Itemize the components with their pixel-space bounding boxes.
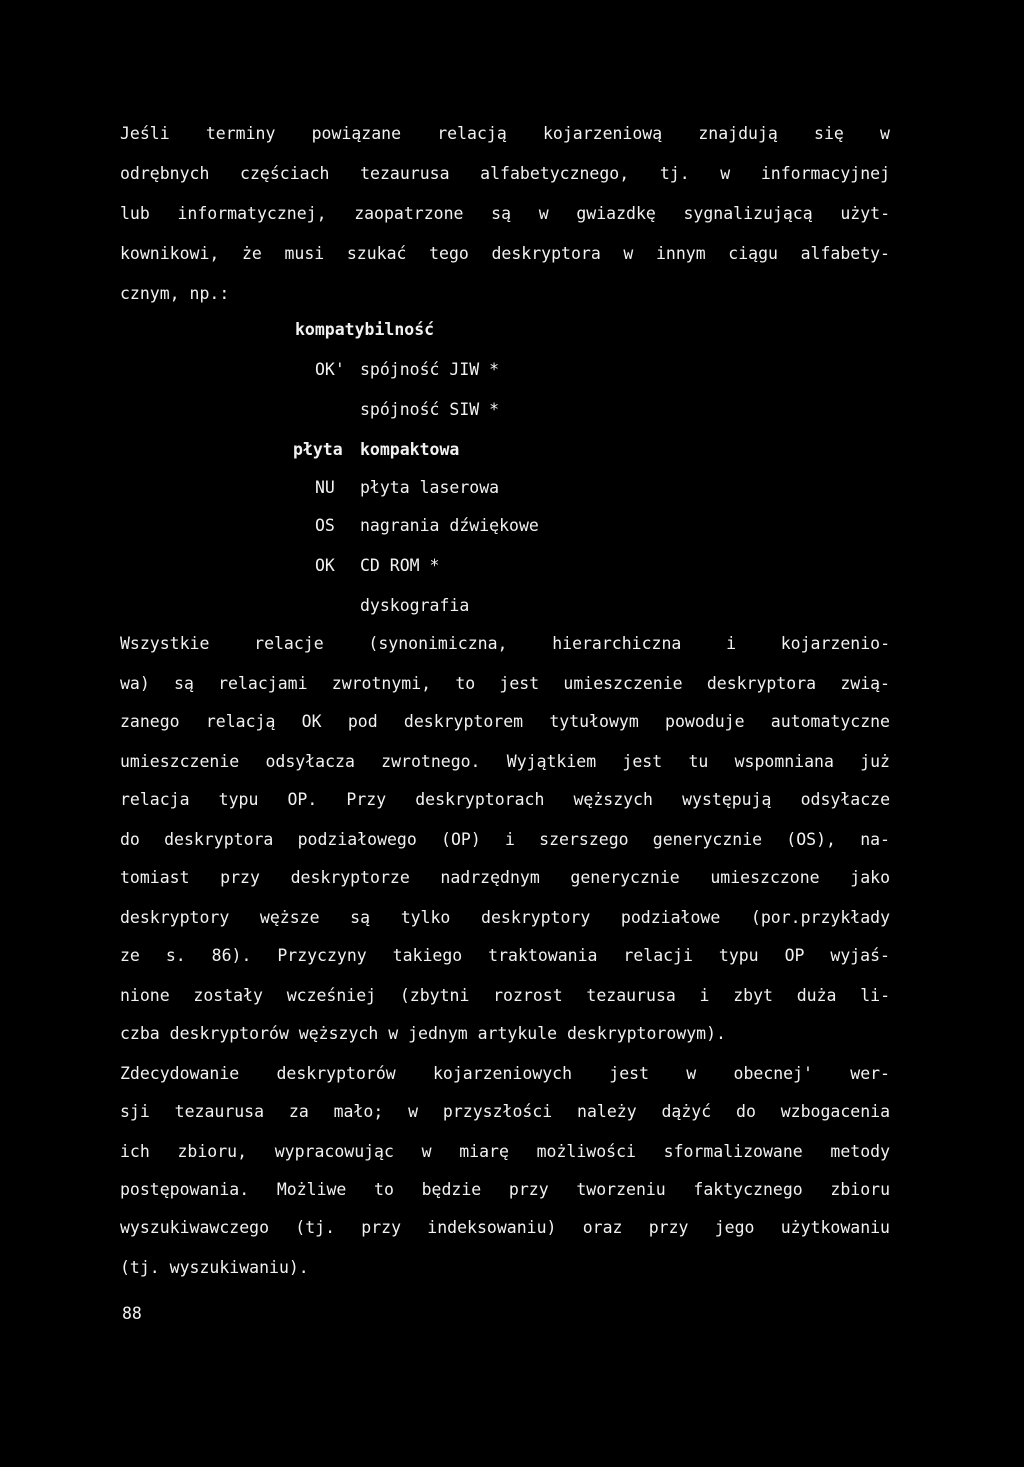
text-line: nione zostały wcześniej (zbytni rozrost tezaurusa i zbyt duża li- <box>120 986 890 1005</box>
text-line: Wszystkie relacje (synonimiczna, hierarchiczna i kojarzenio- <box>120 634 890 653</box>
example-heading: kompaktowa <box>360 440 460 459</box>
text-line: wyszukiwawczego (tj. przy indeksowaniu) oraz przy jego użytkowaniu <box>120 1218 890 1237</box>
text-line: postępowania. Możliwe to będzie przy tworzeniu faktycznego zbioru <box>120 1180 890 1199</box>
relation-marker: NU <box>315 478 335 497</box>
text-line: tomiast przy deskryptorze nadrzędnym generycznie umieszczone jako <box>120 868 890 887</box>
related-term: spójność SIW * <box>360 400 500 419</box>
related-term: płyta laserowa <box>360 478 500 497</box>
text-line: ze s. 86). Przyczyny takiego traktowania relacji typu OP wyjaś- <box>120 946 890 965</box>
text-line: relacja typu OP. Przy deskryptorach węższych występują odsyłacze <box>120 790 890 809</box>
related-term: nagrania dźwiękowe <box>360 516 539 535</box>
text-line: umieszczenie odsyłacza zwrotnego. Wyjątkiem jest tu wspomniana już <box>120 752 890 771</box>
text-line: sji tezaurusa za mało; w przyszłości należy dążyć do wzbogacenia <box>120 1102 890 1121</box>
example-heading: kompatybilność <box>295 320 435 339</box>
text-line: deskryptory węższe są tylko deskryptory podziałowe (por.przykłady <box>120 908 890 927</box>
text-line: wa) są relacjami zwrotnymi, to jest umieszczenie deskryptora zwią- <box>120 674 890 693</box>
text-line: do deskryptora podziałowego (OP) i szerszego generycznie (OS), na- <box>120 830 890 849</box>
text-line: Jeśli terminy powiązane relacją kojarzeniową znajdują się w <box>120 124 890 143</box>
text-line: Zdecydowanie deskryptorów kojarzeniowych jest w obecnej' wer- <box>120 1064 890 1083</box>
text-line: odrębnych częściach tezaurusa alfabetycznego, tj. w informacyjnej <box>120 164 890 183</box>
text-line: czba deskryptorów węższych w jednym artykule deskryptorowym). <box>120 1024 726 1043</box>
text-line: lub informatycznej, zaopatrzone są w gwiazdkę sygnalizującą użyt- <box>120 204 890 223</box>
page-number: 88 <box>122 1304 142 1323</box>
text-line: kownikowi, że musi szukać tego deskryptora w innym ciągu alfabety- <box>120 244 890 263</box>
relation-marker: OK <box>315 556 335 575</box>
related-term: dyskografia <box>360 596 470 615</box>
text-line: zanego relacją OK pod deskryptorem tytułowym powoduje automatyczne <box>120 712 890 731</box>
related-term: CD ROM * <box>360 556 440 575</box>
relation-marker: OK' <box>315 360 345 379</box>
relation-marker: OS <box>315 516 335 535</box>
related-term: spójność JIW * <box>360 360 500 379</box>
text-line: cznym, np.: <box>120 284 230 303</box>
text-line: ich zbioru, wypracowując w miarę możliwości sformalizowane metody <box>120 1142 890 1161</box>
example-heading-prefix: płyta <box>293 440 343 459</box>
text-line: (tj. wyszukiwaniu). <box>120 1258 309 1277</box>
